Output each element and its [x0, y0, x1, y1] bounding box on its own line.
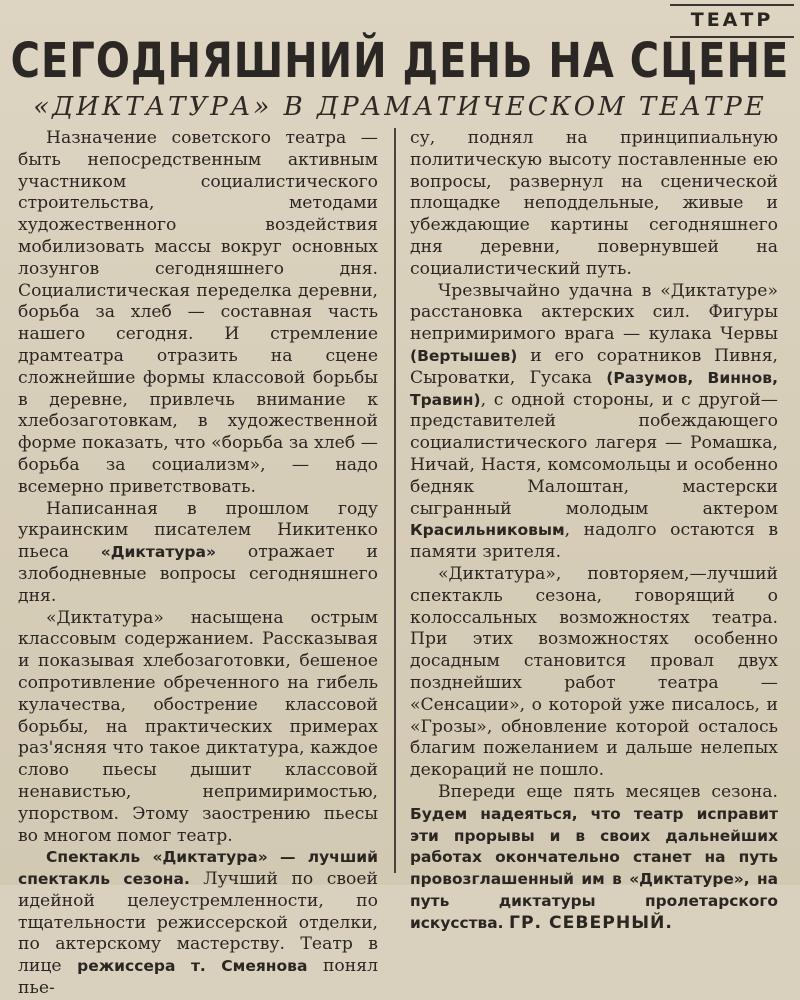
- paragraph: «Диктатура» насыщена острым классовым содержанием. Рассказывая и показывая хлебозаготовки, бешеное сопротивление обреченного на гибель кулачества, обострение классовой борьбы, на практических примерах раз'ясняя что такое диктатура, каждое слово пьесы дышит классовой ненавистью, непримиримостью, упорством. Этому заострению пьесы во многом помог театр.: [18, 607, 378, 846]
- bold-text: Спектакль «Диктатура» — лучший спектакль сезона.: [18, 848, 378, 889]
- text: Лучший по своей идейной целеустремленности, по тщательности режиссерской отделки, по актерскому мастерству. Театр в лице: [18, 869, 378, 977]
- text: , надолго остаются в памяти зрителя.: [410, 520, 778, 563]
- subheadline: «ДИКТАТУРА» В ДРАМАТИЧЕСКОМ ТЕАТРЕ: [33, 92, 767, 122]
- column-divider: [394, 128, 396, 873]
- column-right: [410, 128, 778, 934]
- bold-text: Будем надеяться, что театр исправит эти прорывы и в своих дальнейших работах окончательно станет на путь провозглашенный им в «Диктатуре», на путь диктатуры пролетарского искусства.: [410, 804, 778, 932]
- text: и его соратников Пивня, Сыроватки, Гусака: [410, 345, 778, 388]
- signature: ГР. СЕВЕРНЫЙ.: [509, 912, 673, 933]
- headline: СЕГОДНЯШНИЙ ДЕНЬ НА СЦЕНЕ: [10, 34, 790, 90]
- bold-text: Красильниковым: [410, 521, 565, 540]
- bold-text: «Диктатура»: [100, 543, 216, 562]
- paragraph: [410, 281, 778, 564]
- paragraph: [18, 499, 378, 608]
- text: Написанная в прошлом году украинским писателем Никитенко пьеса: [18, 498, 378, 563]
- column-left: [18, 128, 378, 1000]
- paragraph: Назначение советского театра — быть непосредственным активным участником социалистического строительства, методами художественного воздействия мобилизовать массы вокруг основных лозунгов сегодняшнего дня. Социалистическая переделка деревни, борьба за хлеб — составная часть нашего сегодня. И стремление драмтеатра отразить на сцене сложнейшие формы классовой борьбы в деревне, привлечь внимание к хлебозаготовкам, в художественной форме показать, что «борьба за хлеб — борьба за социализм», — надо всемерно приветствовать.: [18, 128, 378, 497]
- text: отражает и злободневные вопросы сегодняшнего дня.: [18, 542, 378, 606]
- text: Впереди еще пять месяцев сезона.: [438, 781, 778, 802]
- text: , с одной стороны, и с другой—представителей побеждающего социалистического лагеря — Ромашка, Ничай, Настя, комсомольцы и особенно бедняк Малоштан, мастерски сыгранный молодым актером: [410, 389, 778, 519]
- paragraph: «Диктатура», повторяем,—лучший спектакль сезона, говорящий о колоссальных возможностях театра. При этих возможностях особенно досадным становится провал двух позднейших работ театра — «Сенсации», о которой уже писалось, и «Грозы», обновление которой осталось благим пожеланием и дальше нелепых декораций не пошло.: [410, 563, 778, 781]
- bold-text: режиссера т. Смеянова: [77, 957, 308, 976]
- text: Чрезвычайно удачна в «Диктатуре» расстановка актерских сил. Фигуры непримиримого врага — кулака Червы: [410, 280, 778, 345]
- bold-text: (Разумов, Виннов, Травин): [410, 368, 778, 409]
- paragraph: су, поднял на принципиальную политическую высоту поставленные ею вопросы, развернул на сценической площадке неподдельные, живые и убеждающие картины сегодняшнего дня деревни, повернувшей на социалистический путь.: [410, 128, 778, 279]
- section-rubric: ТЕАТР: [670, 4, 794, 38]
- bold-text: (Вертышев): [410, 346, 518, 365]
- paragraph: [410, 782, 778, 935]
- paragraph: [18, 847, 378, 1000]
- text: понял пье-: [18, 956, 378, 999]
